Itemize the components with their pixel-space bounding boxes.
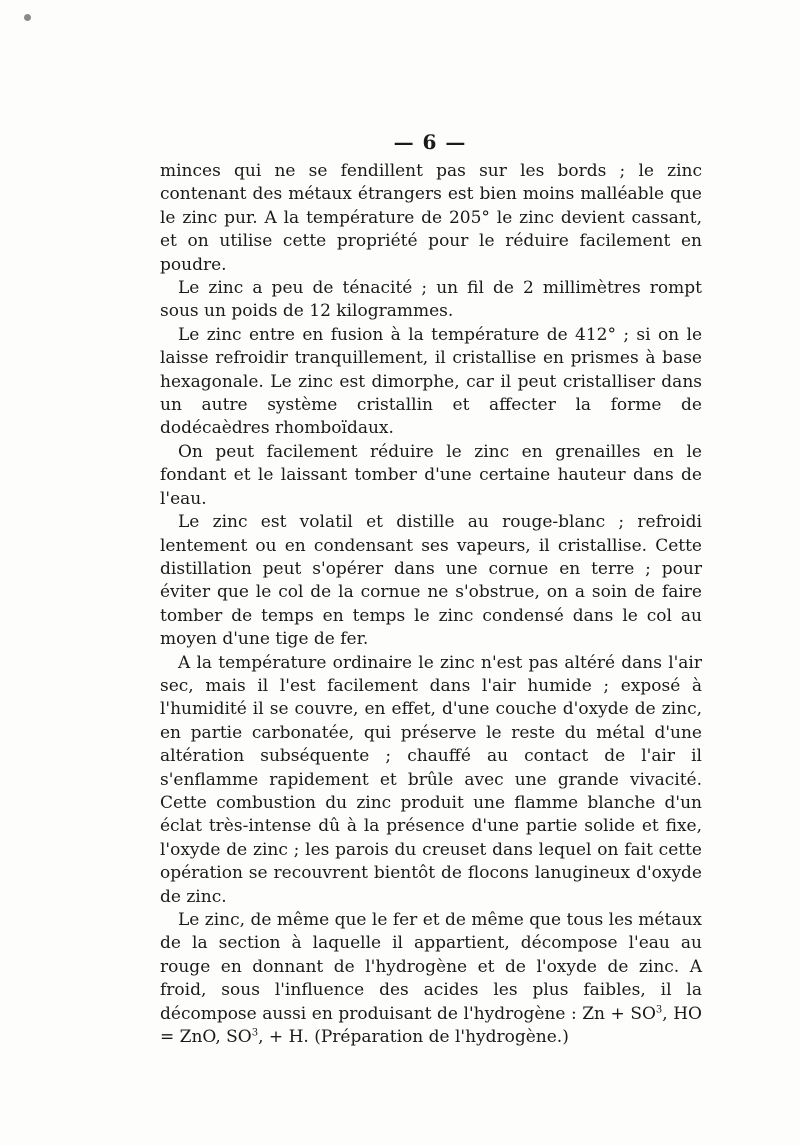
paragraph-2: Le zinc a peu de ténacité ; un fil de 2 millimètres rompt sous un poids de 12 kilogrammes. xyxy=(160,278,702,322)
paragraph-6: A la température ordinaire le zinc n'est pas altéré dans l'air sec, mais il l'est facilement dans l'air humide ; exposé à l'humidité il se couvre, en effet, d'une couche d'oxyde de zinc, en partie carbonatée, qui préserve le reste du métal d'une altération subséquente ; chauffé au contact de l'air il s'enflamme rapidement et brûle avec une grande vivacité. Cette combustion du zinc produit une flamme blanche d'un éclat très-intense dû à la présence d'une partie solide et fixe, l'oxyde de zinc ; les parois du creuset dans lequel on fait cette opération se recouvrent bientôt de flocons lanugineux d'oxyde de zinc. xyxy=(160,652,702,907)
ink-speck xyxy=(24,14,31,21)
superscript-2: 3 xyxy=(251,1027,259,1039)
paragraph-1: minces qui ne se fendillent pas sur les bords ; le zinc contenant des métaux étrangers est bien moins malléable que le zinc pur. A la température de 205° le zinc devient cassant, et on utilise cette propriété pour le réduire facilement en poudre. xyxy=(160,161,702,275)
paragraph-7-text-a: Le zinc, de même que le fer et de même que tous les métaux de la section à laquelle il appartient, décompose l'eau au rouge en donnant de l'hydrogène et de l'oxyde de zinc. A froid, sous l'influence des acides les plus faibles, il la décompose aussi en produisant de l'hydrogène : Zn + SO xyxy=(160,910,702,1024)
paragraph-7-text-c: , + H. (Préparation de l'hydrogène.) xyxy=(258,1027,569,1048)
body-text xyxy=(160,160,702,1049)
paragraph-7-text-b: , HO = ZnO, SO xyxy=(160,1003,702,1048)
paragraph-7 xyxy=(160,909,702,1049)
paragraph-3: Le zinc entre en fusion à la température de 412° ; si on le laisse refroidir tranquillement, il cristallise en prismes à base hexagonale. Le zinc est dimorphe, car il peut cristalliser dans un autre système cristallin et affecter la forme de dodécaèdres rhomboïdaux. xyxy=(160,324,702,439)
page-number: — 6 — xyxy=(393,130,467,154)
paragraph-4: On peut facilement réduire le zinc en grenailles en le fondant et le laissant tomber d'une certaine hauteur dans de l'eau. xyxy=(160,441,702,509)
paragraph-5: Le zinc est volatil et distille au rouge-blanc ; refroidi lentement ou en condensant ses vapeurs, il cristallise. Cette distillation peut s'opérer dans une cornue en terre ; pour éviter que le col de la cornue ne s'obstrue, on a soin de faire tomber de temps en temps le zinc condensé dans le col au moyen d'une tige de fer. xyxy=(160,512,702,650)
superscript-1: 3 xyxy=(655,1003,663,1015)
